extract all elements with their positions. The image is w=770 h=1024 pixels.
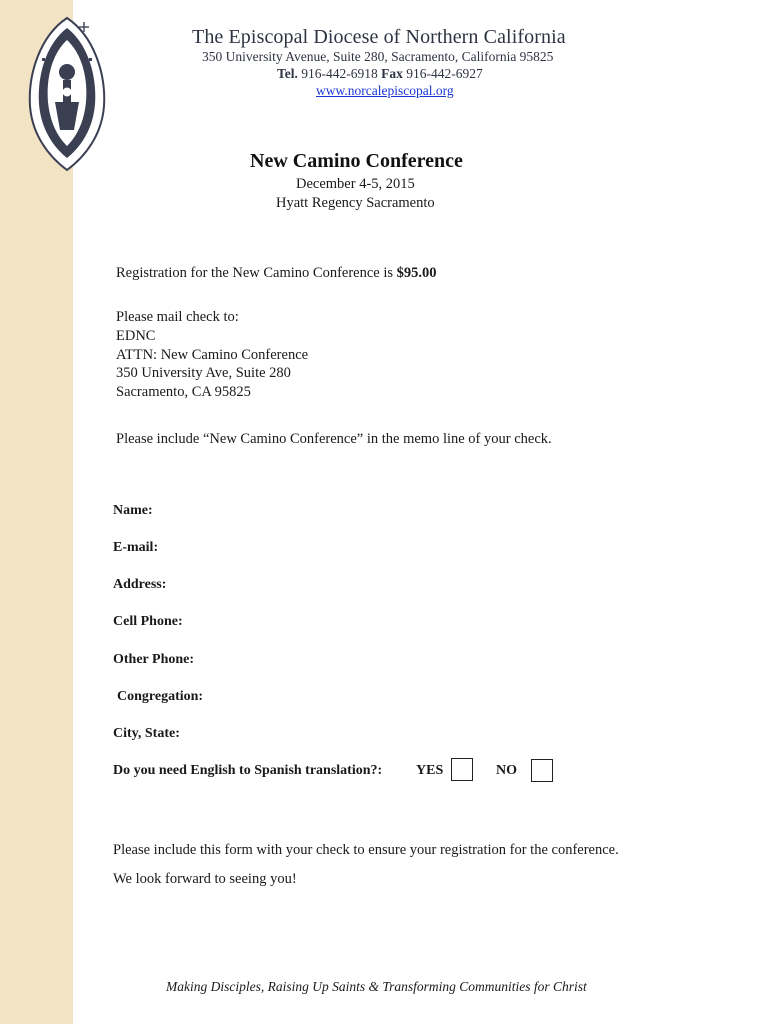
tel-label: Tel.: [277, 66, 298, 81]
mail-line: Sacramento, CA 95825: [116, 384, 251, 401]
city-state-field-label: City, State:: [113, 726, 180, 741]
yes-checkbox[interactable]: [451, 758, 473, 781]
registration-price: $95.00: [396, 265, 437, 281]
conference-dates: December 4-5, 2015: [296, 176, 415, 192]
cell-phone-field-label: Cell Phone:: [113, 614, 183, 629]
yes-label: YES: [416, 763, 444, 778]
conference-venue: Hyatt Regency Sacramento: [276, 195, 435, 211]
name-field-label: Name:: [113, 503, 153, 518]
fax-value: 916-442-6927: [406, 66, 483, 81]
email-field-label: E-mail:: [113, 540, 159, 555]
closing-instruction: Please include this form with your check to ensure your registration for the conference.: [113, 842, 619, 858]
mail-intro: Please mail check to:: [116, 309, 239, 325]
registration-text: Registration for the New Camino Conference is: [116, 265, 394, 281]
address-field-label: Address:: [113, 577, 167, 592]
conference-title: New Camino Conference: [250, 150, 463, 172]
diocese-seal-logo: [22, 14, 112, 174]
fax-label: Fax: [381, 66, 403, 81]
org-address: 350 University Avenue, Suite 280, Sacramento, California 95825: [202, 49, 554, 64]
org-title: The Episcopal Diocese of Northern California: [192, 26, 566, 48]
mail-line: 350 University Ave, Suite 280: [116, 365, 291, 382]
website-link[interactable]: www.norcalepiscopal.org: [316, 83, 454, 98]
mail-line: EDNC: [116, 327, 156, 344]
memo-note: Please include “New Camino Conference” in the memo line of your check.: [116, 431, 552, 447]
no-label: NO: [496, 763, 517, 778]
tel-value: 916-442-6918: [301, 66, 378, 81]
congregation-field-label: Congregation:: [117, 689, 204, 704]
closing-greeting: We look forward to seeing you!: [113, 871, 297, 887]
mailing-address-block: [116, 308, 308, 402]
other-phone-field-label: Other Phone:: [113, 652, 195, 667]
registration-fee-line: [116, 265, 437, 282]
org-phone-line: [277, 66, 483, 82]
translation-question: Do you need English to Spanish translation?:: [113, 763, 383, 778]
footer-tagline: Making Disciples, Raising Up Saints & Transforming Communities for Christ: [166, 979, 587, 994]
no-checkbox[interactable]: [531, 759, 553, 782]
mail-line: ATTN: New Camino Conference: [116, 346, 309, 363]
